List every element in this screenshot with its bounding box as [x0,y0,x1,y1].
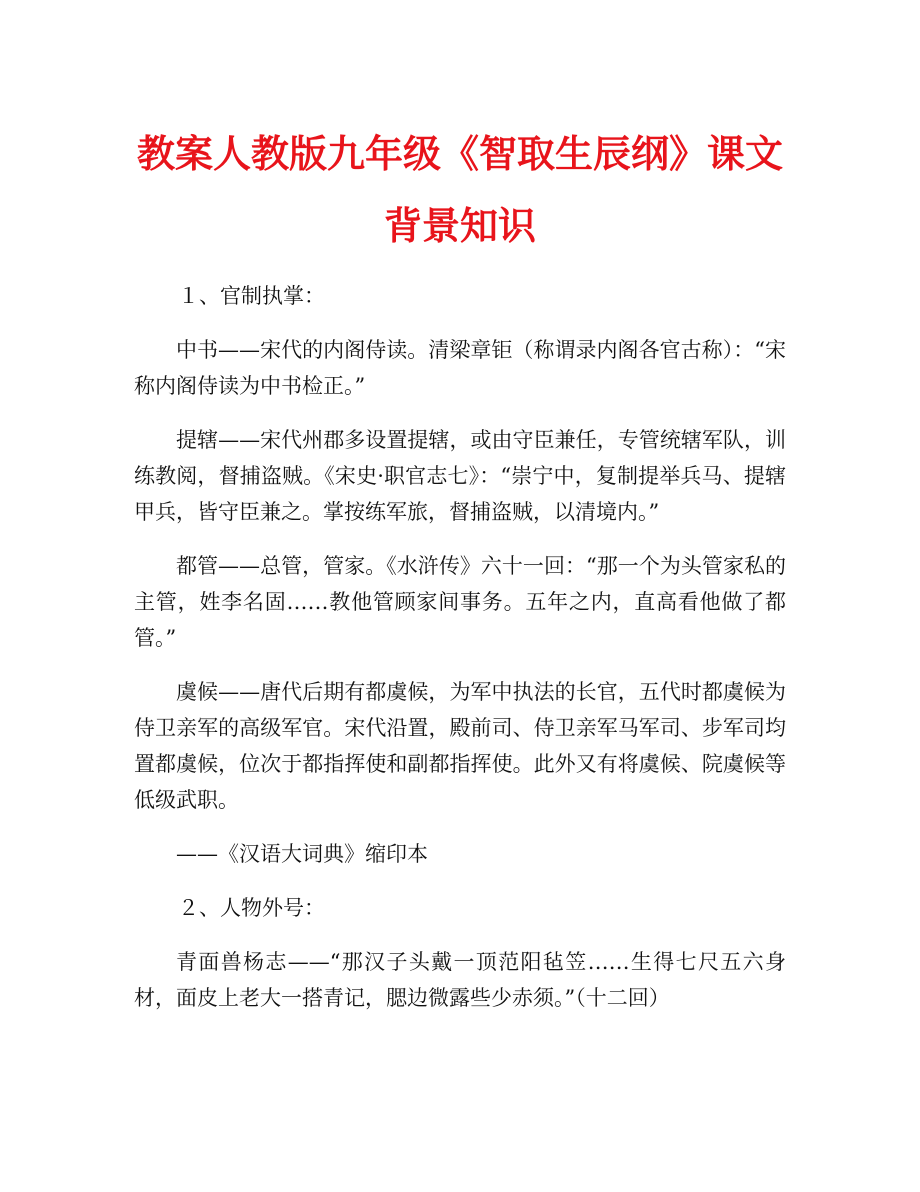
document-title: 教案人教版九年级《智取生辰纲》课文背景知识 [136,132,783,248]
paragraph-duguan: 都管——总管，管家。《水浒传》六十一回：“那一个为头管家私的主管，姓李名固……教他管顾家间事务。五年之内，直高看他做了都管。” [134,554,786,650]
section-heading-official-posts: １、官制执掌： [178,284,325,308]
citation-source: ——《汉语大词典》缩印本 [176,842,428,866]
paragraph-tixia: 提辖——宋代州郡多设置提辖，或由守臣兼任，专管统辖军队，训练教阅，督捕盗贼。《宋史·职官志七》：“崇宁中，复制提举兵马、提辖甲兵，皆守臣兼之。掌按练军旅，督捕盗贼，以清境内。” [134,428,786,524]
paragraph-yuhou: 虞候——唐代后期有都虞候，为军中执法的长官，五代时都虞候为侍卫亲军的高级军官。宋代沿置，殿前司、侍卫亲军马军司、步军司均置都虞候，位次于都指挥使和副都指挥使。此外又有将虞候、院虞候等低级武职。 [134,680,786,812]
paragraph-yang-zhi: 青面兽杨志——“那汉子头戴一顶范阳毡笠……生得七尺五六身材，面皮上老大一搭青记，腮边微露些少赤须。”（十二回） [134,950,786,1010]
section-heading-nicknames: ２、人物外号： [178,896,325,920]
document-body [134,278,786,1016]
paragraph-zhongshu: 中书——宋代的内阁侍读。清梁章钜（称谓录内阁各官古称）：“宋称内阁侍读为中书检正。” [134,338,786,398]
